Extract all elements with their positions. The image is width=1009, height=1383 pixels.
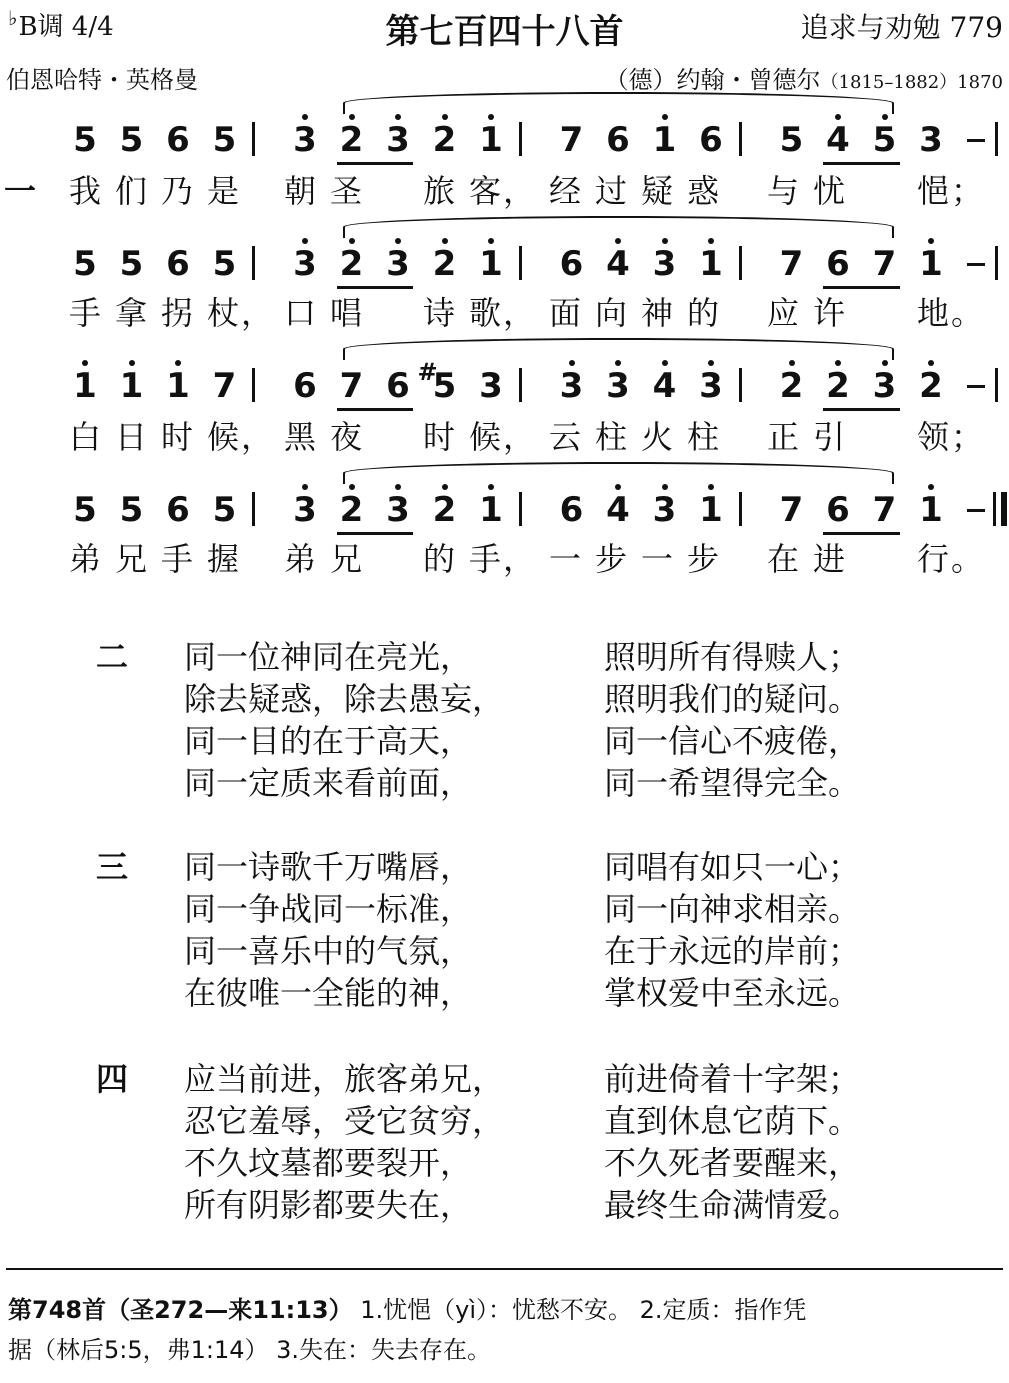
lyric-char: 经	[548, 172, 581, 210]
note: 3	[696, 366, 726, 406]
lyric-char: 正	[766, 418, 799, 456]
high-octave-dot	[442, 114, 448, 120]
note: 1	[696, 490, 726, 530]
footer-ref: 第748首（圣272—来11:13）	[8, 1296, 353, 1324]
stanza-line-first-half: 同一定质来看前面，	[184, 764, 473, 802]
lyric-char: 客	[468, 172, 501, 210]
lyric-char: 拿	[114, 294, 147, 332]
lyric-char: 时	[422, 418, 455, 456]
lyric-punct: ；	[950, 172, 983, 210]
lyric-char: 引	[812, 418, 845, 456]
lyric-char: 夜	[329, 418, 362, 456]
high-octave-dot	[708, 238, 714, 244]
music-row	[0, 234, 1009, 294]
stanza-line-second-half: 掌权爱中至永远。	[604, 974, 861, 1012]
lyric-char: 行	[916, 540, 949, 578]
lyric-char: 向	[594, 294, 627, 332]
note: 5	[212, 490, 237, 530]
lyric-char: 朝	[283, 172, 316, 210]
note: 3	[383, 244, 413, 284]
note: 5	[119, 244, 144, 284]
bar-line	[519, 492, 522, 526]
high-octave-dot	[662, 238, 668, 244]
hymn-category: 追求与劝勉 779	[800, 11, 1003, 44]
note: 4	[603, 490, 633, 530]
lyric-line	[0, 166, 1009, 210]
lyric-punct: ，	[240, 418, 273, 456]
lyric-punct: ，	[502, 540, 535, 578]
high-octave-dot	[835, 360, 841, 366]
key-text: B调 4/4	[18, 12, 114, 42]
lyric-char: 应	[766, 294, 799, 332]
note: 6	[166, 120, 190, 160]
lyric-char: 手	[68, 294, 101, 332]
author-years: （1815–1882）1870	[820, 72, 1003, 93]
bar-line	[739, 492, 742, 526]
tie-slur	[343, 216, 894, 238]
stanza-line-second-half: 不久死者要醒来，	[604, 1144, 861, 1182]
lyric-char: 兄	[114, 540, 147, 578]
bar-line	[519, 122, 522, 156]
footer-note-line-2: 据（林后5:5，弗1:14） 3.失在：失去存在。	[8, 1336, 492, 1364]
note: 2	[430, 490, 460, 530]
bar-line	[995, 246, 998, 280]
composer: 伯恩哈特・英格曼	[6, 66, 198, 94]
lyric-char: 许	[812, 294, 845, 332]
bar-line	[252, 368, 255, 402]
lyric-punct: ，	[502, 172, 535, 210]
page-title: 第七百四十八首	[385, 12, 624, 52]
stanza-line-second-half: 同一向神求相亲。	[604, 890, 861, 928]
bar-line	[252, 246, 255, 280]
note: 5	[119, 120, 144, 160]
note: 1	[916, 490, 946, 530]
high-octave-dot	[349, 238, 355, 244]
note: 3	[290, 244, 320, 284]
stanza-line-second-half: 最终生命满情爱。	[604, 1186, 861, 1224]
high-octave-dot	[488, 114, 494, 120]
lyric-char: 步	[594, 540, 627, 578]
lyric-char: 云	[548, 418, 581, 456]
note: 5	[73, 244, 97, 284]
stanza-number: 四	[96, 1060, 129, 1098]
stanza-line-second-half: 照明我们的疑问。	[604, 680, 861, 718]
high-octave-dot	[395, 484, 401, 490]
note: 6	[559, 244, 584, 284]
lyric-char: 火	[640, 418, 673, 456]
lyric-char: 黑	[283, 418, 316, 456]
flat-sign: ♭	[8, 6, 18, 30]
high-octave-dot	[928, 238, 934, 244]
lyric-char: 的	[422, 540, 455, 578]
stanza-line-second-half: 同一信心不疲倦，	[604, 722, 861, 760]
stanza-line-second-half: 同一希望得完全。	[604, 764, 861, 802]
lyric-char: 领	[916, 418, 949, 456]
note: 1	[650, 120, 680, 160]
lyric-char: 弟	[68, 540, 101, 578]
high-octave-dot	[302, 484, 308, 490]
high-octave-dot	[442, 484, 448, 490]
music-row	[0, 110, 1009, 170]
lyric-char: 旅	[422, 172, 455, 210]
stanza-line-first-half: 不久坟墓都要裂开，	[184, 1144, 473, 1182]
note: 2	[337, 490, 367, 530]
note: 2	[337, 120, 367, 160]
note: 6	[606, 120, 630, 160]
lyric-char: 日	[114, 418, 147, 456]
lyric-punct: ，	[240, 294, 273, 332]
high-octave-dot	[175, 360, 181, 366]
note: 2	[823, 366, 853, 406]
lyric-punct: ，	[502, 418, 535, 456]
note: 3	[290, 120, 320, 160]
hold-dash	[967, 263, 985, 266]
sharp-sign: #	[417, 358, 438, 386]
high-octave-dot	[882, 114, 888, 120]
note: 3	[383, 120, 413, 160]
lyric-char: 一	[640, 540, 673, 578]
bar-line	[252, 122, 255, 156]
stanza-line-first-half: 同一喜乐中的气氛，	[184, 932, 473, 970]
note: 4	[823, 120, 853, 160]
footer-notes-1: 1.忧悒（yì）：忧愁不安。 2.定质：指作凭	[352, 1296, 807, 1324]
author	[605, 60, 1003, 95]
lyric-char: 惑	[686, 172, 719, 210]
note: 7	[779, 490, 804, 530]
note: 3	[603, 366, 633, 406]
note: 3	[650, 490, 680, 530]
music-row	[0, 356, 1009, 416]
stanza-line-first-half: 应当前进，旅客弟兄，	[184, 1060, 505, 1098]
underline-beam	[823, 162, 900, 165]
hold-dash	[967, 509, 985, 512]
stanza-line-second-half: 同唱有如只一心；	[604, 848, 861, 886]
note: 3	[870, 366, 900, 406]
lyric-char: 们	[114, 172, 147, 210]
lyric-char: 时	[160, 418, 193, 456]
note: 5	[870, 120, 900, 160]
hold-dash	[967, 385, 985, 388]
note: 2	[337, 244, 367, 284]
note: 5	[212, 120, 237, 160]
note: 2	[777, 366, 807, 406]
note: 1	[117, 366, 147, 406]
lyric-punct: ；	[950, 418, 983, 456]
lyric-char: 候	[206, 418, 239, 456]
high-octave-dot	[928, 484, 934, 490]
lyric-char: 兄	[329, 540, 362, 578]
note: 2	[430, 120, 460, 160]
stanza-line-first-half: 忍它羞辱，受它贫穷，	[184, 1102, 505, 1140]
lyric-char: 柱	[686, 418, 719, 456]
high-octave-dot	[395, 238, 401, 244]
note: 7	[872, 490, 897, 530]
high-octave-dot	[129, 360, 135, 366]
note: 5	[73, 120, 97, 160]
lyric-char: 神	[640, 294, 673, 332]
verse-number: 一	[4, 172, 37, 210]
note: 7	[339, 366, 364, 406]
final-bar-thin	[993, 492, 996, 526]
high-octave-dot	[835, 114, 841, 120]
lyric-char: 圣	[329, 172, 362, 210]
note: 5	[73, 490, 97, 530]
high-octave-dot	[442, 238, 448, 244]
lyric-char: 与	[766, 172, 799, 210]
lyric-char: 诗	[422, 294, 455, 332]
note: 7	[872, 244, 897, 284]
stanza-line-first-half: 在彼唯一全能的神，	[184, 974, 473, 1012]
high-octave-dot	[615, 484, 621, 490]
high-octave-dot	[882, 360, 888, 366]
note: 1	[70, 366, 100, 406]
note: 4	[650, 366, 680, 406]
final-bar-thick	[1001, 492, 1007, 526]
lyric-char: 一	[548, 540, 581, 578]
underline-beam	[823, 408, 900, 411]
tie-slur	[343, 462, 894, 484]
stanza-number: 二	[96, 638, 129, 676]
lyric-char: 唱	[329, 294, 362, 332]
lyric-char: 悒	[916, 172, 949, 210]
lyric-char: 握	[206, 540, 239, 578]
lyric-char: 手	[468, 540, 501, 578]
tie-slur	[343, 92, 894, 114]
bar-line	[739, 368, 742, 402]
note: 7	[212, 366, 237, 406]
lyric-char: 进	[812, 540, 845, 578]
note: 7	[559, 120, 584, 160]
note: 6	[386, 366, 410, 406]
tie-slur	[343, 338, 894, 360]
lyric-char: 我	[68, 172, 101, 210]
lyric-char: 疑	[640, 172, 673, 210]
stanza-number: 三	[96, 848, 129, 886]
underline-beam	[337, 162, 414, 165]
footer-divider	[6, 1268, 1003, 1270]
note: 1	[916, 244, 946, 284]
bar-line	[739, 246, 742, 280]
note: 3	[557, 366, 587, 406]
lyric-char: 白	[68, 418, 101, 456]
stanza-line-second-half: 直到休息它荫下。	[604, 1102, 861, 1140]
hold-dash	[967, 139, 985, 142]
stanza-line-second-half: 照明所有得赎人；	[604, 638, 861, 676]
lyric-char: 在	[766, 540, 799, 578]
note: 5 #	[417, 358, 457, 406]
high-octave-dot	[349, 484, 355, 490]
lyric-punct: ，	[502, 294, 535, 332]
note: 7	[779, 244, 804, 284]
bar-line	[739, 122, 742, 156]
stanza-line-first-half: 同一位神同在亮光，	[184, 638, 473, 676]
note: 6	[166, 244, 190, 284]
high-octave-dot	[349, 114, 355, 120]
high-octave-dot	[662, 360, 668, 366]
stanza-line-second-half: 前进倚着十字架；	[604, 1060, 861, 1098]
note: 5	[779, 120, 804, 160]
lyric-char: 拐	[160, 294, 193, 332]
lyric-char: 步	[686, 540, 719, 578]
lyric-char: 过	[594, 172, 627, 210]
stanza-line-first-half: 同一诗歌千万嘴唇，	[184, 848, 473, 886]
lyric-line	[0, 412, 1009, 456]
lyric-char: 候	[468, 418, 501, 456]
lyric-char: 忧	[812, 172, 845, 210]
note: 3	[479, 366, 503, 406]
bar-line	[252, 492, 255, 526]
note: 6	[166, 490, 190, 530]
footer-note-line-1	[8, 1290, 807, 1325]
lyric-char: 的	[686, 294, 719, 332]
note: 2	[430, 244, 460, 284]
note: 3	[290, 490, 320, 530]
note: 6	[826, 244, 850, 284]
high-octave-dot	[615, 360, 621, 366]
note: 6	[559, 490, 584, 530]
lyric-char: 地	[916, 294, 949, 332]
note: 5	[212, 244, 237, 284]
bar-line	[995, 122, 998, 156]
high-octave-dot	[82, 360, 88, 366]
high-octave-dot	[662, 484, 668, 490]
stanza-line-second-half: 在于永远的岸前；	[604, 932, 861, 970]
high-octave-dot	[302, 114, 308, 120]
stanza-line-first-half: 同一争战同一标准，	[184, 890, 473, 928]
high-octave-dot	[395, 114, 401, 120]
lyric-char: 是	[206, 172, 239, 210]
note: 6	[826, 490, 850, 530]
lyric-char: 弟	[283, 540, 316, 578]
lyric-char: 乃	[160, 172, 193, 210]
lyric-punct: 。	[950, 540, 983, 578]
lyric-char: 歌	[468, 294, 501, 332]
high-octave-dot	[488, 238, 494, 244]
note: 1	[476, 244, 506, 284]
high-octave-dot	[928, 360, 934, 366]
note: 2	[916, 366, 946, 406]
high-octave-dot	[615, 238, 621, 244]
bar-line	[995, 368, 998, 402]
underline-beam	[337, 408, 414, 411]
note: 3	[383, 490, 413, 530]
stanza-line-first-half: 所有阴影都要失在，	[184, 1186, 473, 1224]
lyric-line	[0, 288, 1009, 332]
lyric-char: 柱	[594, 418, 627, 456]
key-signature	[8, 6, 114, 43]
stanza-line-first-half: 除去疑惑，除去愚妄，	[184, 680, 505, 718]
high-octave-dot	[708, 360, 714, 366]
lyric-char: 口	[283, 294, 316, 332]
note: 3	[919, 120, 943, 160]
lyric-char: 杖	[206, 294, 239, 332]
bar-line	[519, 246, 522, 280]
lyric-char: 面	[548, 294, 581, 332]
high-octave-dot	[708, 484, 714, 490]
high-octave-dot	[302, 238, 308, 244]
note: 1	[163, 366, 193, 406]
note: 6	[699, 120, 723, 160]
high-octave-dot	[662, 114, 668, 120]
lyric-line	[0, 534, 1009, 578]
note: 6	[293, 366, 317, 406]
bar-line	[519, 368, 522, 402]
music-row	[0, 480, 1009, 540]
high-octave-dot	[569, 360, 575, 366]
stanza-line-first-half: 同一目的在于高天，	[184, 722, 473, 760]
note: 1	[476, 120, 506, 160]
lyric-punct: 。	[950, 294, 983, 332]
note: 1	[696, 244, 726, 284]
lyric-char: 手	[160, 540, 193, 578]
high-octave-dot	[789, 360, 795, 366]
author-name: （德）约翰・曾德尔	[604, 66, 821, 94]
high-octave-dot	[488, 484, 494, 490]
note: 5	[119, 490, 144, 530]
note: 3	[650, 244, 680, 284]
note: 1	[476, 490, 506, 530]
note: 4	[603, 244, 633, 284]
